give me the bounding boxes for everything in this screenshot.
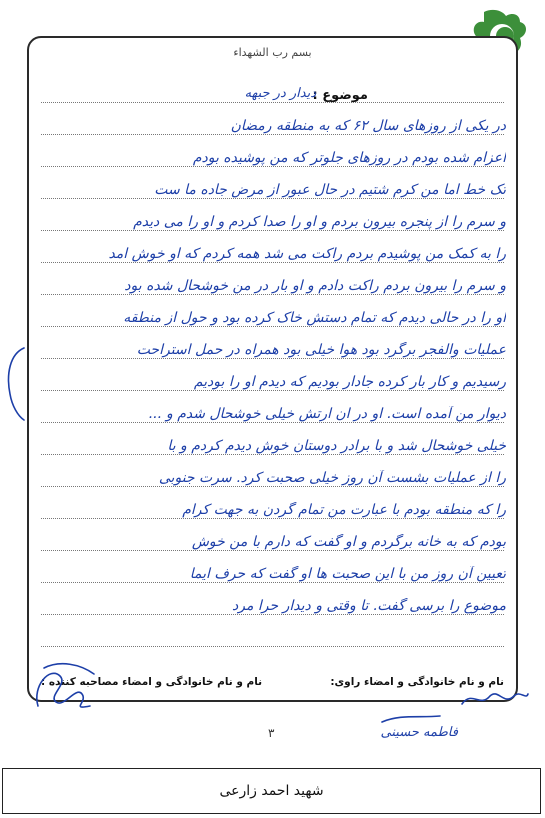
basmala-heading: بسم رب الشهداء xyxy=(233,46,312,59)
memoir-line: رسیدیم و کار بار کرده جادار بودیم که دیدم او را بودیم xyxy=(193,374,506,390)
memoir-line: را که منطقه بودم با عبارت من تمام گردن به جهت کرام xyxy=(182,502,506,518)
interviewer-name: فاطمه حسینی xyxy=(380,725,458,740)
narrator-name-scribble xyxy=(460,686,530,710)
interviewer-signature-label: نام و نام خانوادگی و امضاء مصاحبه کننده : xyxy=(41,676,263,688)
memoir-line: دیوار من آمده است. او در ان ارتش خیلی خوشحال شدم و ... xyxy=(148,406,506,422)
memoir-line: و سرم را از پنجره بیرون بردم و او را صدا کردم و او را می دیدم xyxy=(133,214,506,230)
memoir-line: خیلی خوشحال شد و با برادر دوستان خوش دیدم کردم و با xyxy=(167,438,506,454)
narrator-signature xyxy=(30,656,100,716)
memoir-line: و سرم را بیرون بردم راکت دادم و او بار در من خوشحال شده بود xyxy=(124,278,506,294)
memoir-line: را از عملیات بشست آن روز خیلی صحبت کرد. سرت جنوبی xyxy=(158,470,506,486)
interviewer-signature xyxy=(380,712,460,746)
memoir-line: در یکی از روزهای سال ۶۲ که به منطقه رمضان xyxy=(230,118,506,134)
memoir-line: را به کمک من پوشیدم بردم راکت می شد همه کردم که او خوش امد xyxy=(108,246,506,262)
memoir-line: عملیات والفجر برگرد بود هوا خیلی بود همراه در حمل استراحت xyxy=(136,342,506,358)
topic-value: دیدار در جبهه xyxy=(244,86,316,101)
memoir-line: اعزام شده بودم در روزهای جلوتر که من پوشیده بودم xyxy=(192,150,506,166)
signature-labels xyxy=(41,676,504,688)
topic-label: موضوع : xyxy=(312,88,368,103)
memoir-line: موضوع را برسی گفت. تا وقتی و دیدار حرا مرد xyxy=(232,598,506,614)
page-number: ۳ xyxy=(268,726,275,740)
form-sheet xyxy=(27,36,518,702)
narrator-signature-label: نام و نام خانوادگی و امضاء راوی: xyxy=(330,676,504,688)
caption-box xyxy=(2,768,541,814)
memoir-line: تک خط اما من کرم شتیم در حال عبور از مرض جاده ما ست xyxy=(154,182,506,198)
caption-text: شهید احمد زارعی xyxy=(219,783,324,799)
memoir-line: تعیین آن روز من با این صحبت ها او گفت که حرف ایما xyxy=(189,566,506,582)
handwritten-memoir xyxy=(39,102,506,654)
memoir-line: او را در حالی دیدم که تمام دستش خاک کرده بود و حول از منطقه xyxy=(123,310,506,326)
margin-bracket-mark xyxy=(0,344,28,424)
memoir-line: بودم که به خانه برگردم و او گفت که دارم با من خوش xyxy=(191,534,506,550)
